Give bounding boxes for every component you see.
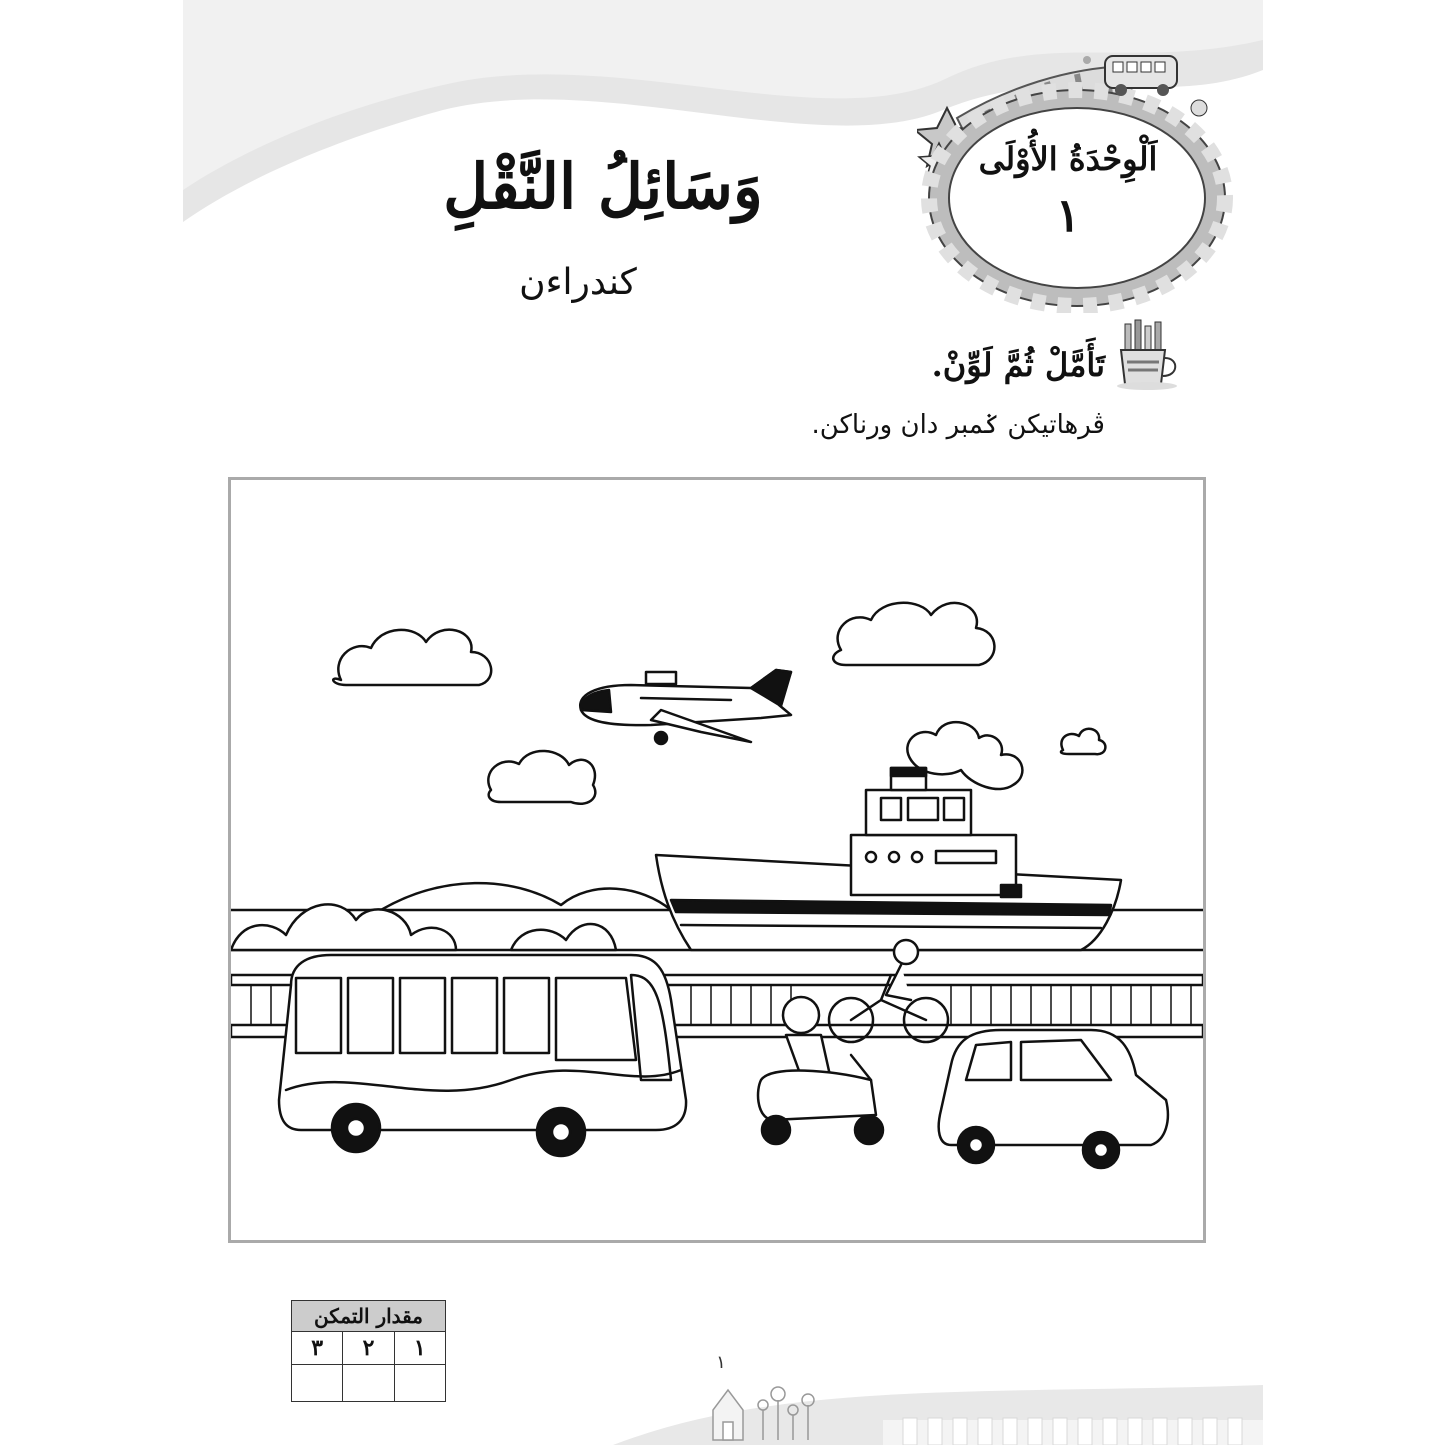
cloud-icon <box>333 630 491 685</box>
unit-title: اَلْوِحْدَةُ الأُوْلَى <box>978 140 1158 178</box>
unit-badge-bus-icon <box>917 48 1237 313</box>
car-icon <box>939 1030 1168 1168</box>
unit-number: ١ <box>1055 188 1081 242</box>
worksheet-page <box>183 0 1263 1445</box>
lesson-title: وَسَائِلُ النَّقْلِ <box>443 150 763 223</box>
cloud-icon <box>833 603 994 665</box>
crayon-cup-icon <box>1113 318 1181 390</box>
cloud-icon <box>1061 729 1105 754</box>
scooter-icon <box>758 997 883 1144</box>
airplane-icon <box>580 670 791 744</box>
mastery-level-3: ٣ <box>292 1332 343 1365</box>
bus-icon <box>279 955 686 1156</box>
ship-icon <box>656 768 1121 950</box>
mastery-check-cell-3[interactable] <box>292 1365 343 1402</box>
mastery-level-1: ١ <box>394 1332 445 1365</box>
activity-instruction: تَأَمَّلْ ثُمَّ لَوِّنْ. <box>931 346 1105 384</box>
mastery-level-table <box>291 1300 446 1402</box>
transport-scene-illustration <box>231 480 1203 1240</box>
coloring-picture-frame <box>228 477 1206 1243</box>
activity-instruction-translation: ڤرهاتيكن ݢمبر دان ورناكن. <box>811 410 1105 440</box>
lesson-subtitle: كندراءن <box>519 262 637 303</box>
page-number: ١ <box>716 1352 726 1373</box>
mastery-table-header: مقدار التمكن <box>292 1301 446 1332</box>
mastery-check-cell-1[interactable] <box>394 1365 445 1402</box>
mastery-level-2: ٢ <box>343 1332 394 1365</box>
house-flowers-icon <box>673 1360 833 1445</box>
mastery-check-cell-2[interactable] <box>343 1365 394 1402</box>
cloud-icon <box>488 751 595 804</box>
